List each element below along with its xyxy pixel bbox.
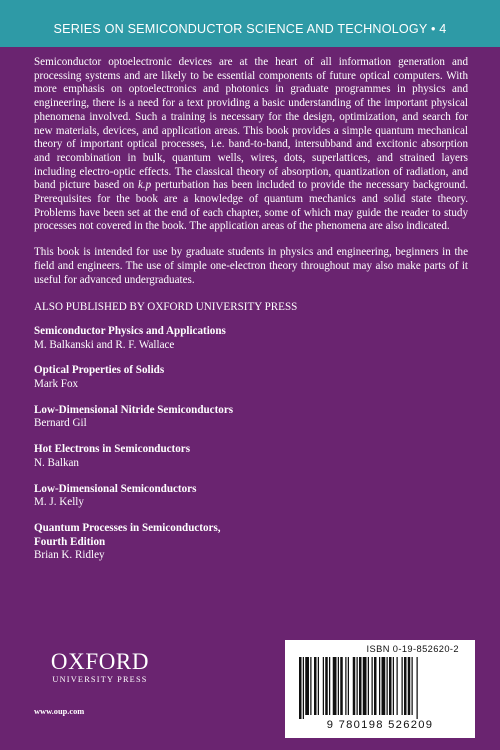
barcode-bar (299, 657, 302, 719)
book-entry (34, 522, 468, 563)
series-title: SERIES ON SEMICONDUCTOR SCIENCE AND TECHNOLOGY • 4 (53, 22, 447, 36)
barcode-bar (318, 657, 319, 715)
book-entry (34, 325, 468, 352)
barcode-bar (329, 657, 330, 715)
book-title: Low-Dimensional Nitride Semiconductors (34, 403, 234, 416)
back-cover-text (34, 56, 468, 575)
barcode-bar (417, 657, 418, 719)
barcode-bar (353, 657, 356, 715)
barcode-digits: 9 780198 526209 (326, 719, 434, 731)
book-title: Optical Properties of Solids (34, 364, 165, 377)
barcode-bar (382, 657, 386, 715)
barcode-bar (325, 657, 328, 715)
barcode-bar (314, 657, 317, 715)
book-entry (34, 443, 468, 470)
book-title: Quantum Processes in Semiconductors, (34, 521, 221, 534)
barcode-bar (340, 657, 343, 715)
description-paragraph-1: Semiconductor optoelectronic devices are at the heart of all information generation and processing systems and are likely to be essential components of future optical computers. With more emphasis on optoelectronics and photonics in graduate programmes in physics and engineering, there is a need for a text providing a basic understanding of the important physical phenomena involved. Such a training is necessary for the design, optimization, and search for new materials, devices, and application areas. This book provides a simple quantum mechanical theory of important optical processes, i.e. band-to-band, intersubband and excitonic absorption and recombination in bulk, quantum wells, wires, dots, superlattices, and strained layers including electro-optic effects. The classical theory of absorption, quantization of radiation, and band picture based on k.p perturbation has been included to provide the necessary background. Prerequisites for the book are a knowledge of quantum mechanics and solid state theory. Problems have been set at the end of each chapter, some of which may guide the reader to study processes not covered in the book. The application areas of the phenomena are also indicated. (34, 56, 468, 233)
barcode-bar (363, 657, 367, 715)
barcode-bar (374, 657, 377, 715)
barcode-bar (379, 657, 380, 715)
barcode-bar (305, 657, 309, 715)
book-author: Brian K. Ridley (34, 549, 105, 562)
book-author: Bernard Gil (34, 417, 87, 430)
barcode-bar (359, 657, 362, 715)
barcode-bar (338, 657, 339, 715)
barcode-bar (387, 657, 388, 715)
oxford-logo (50, 650, 150, 684)
also-published-heading: ALSO PUBLISHED BY OXFORD UNIVERSITY PRESS (34, 301, 298, 314)
barcode-bar (345, 657, 346, 715)
isbn-barcode-box (285, 640, 475, 738)
book-subtitle: Fourth Edition (34, 535, 106, 548)
barcode-bar (368, 657, 369, 715)
book-author: M. Balkanski and R. F. Wallace (34, 338, 175, 351)
barcode-bar (412, 657, 413, 715)
barcode-bar (372, 657, 373, 715)
book-entry (34, 483, 468, 510)
description-paragraph-2: This book is intended for use by graduate students in physics and engineering, beginners in the field and engineers. The use of simple one-electron theory throughout may also make parts of it useful for advanced undergraduates. (34, 246, 468, 286)
barcode-bar (357, 657, 358, 715)
book-entry (34, 404, 468, 431)
barcode-bar (404, 657, 407, 715)
barcode-graphic (299, 657, 461, 719)
barcode-bar (397, 657, 398, 715)
book-author: N. Balkan (34, 456, 79, 469)
barcode-bar (393, 657, 394, 715)
barcode-bar (348, 657, 349, 715)
barcode-bar (333, 657, 337, 715)
oxford-logo-press: UNIVERSITY PRESS (52, 675, 148, 684)
publisher-website: www.oup.com (34, 707, 85, 716)
barcode-bar (303, 657, 304, 719)
barcode-bar (310, 657, 311, 715)
book-author: Mark Fox (34, 378, 79, 391)
barcode-bar (323, 657, 324, 715)
book-title: Hot Electrons in Semiconductors (34, 443, 191, 456)
oxford-logo-word: OXFORD (50, 649, 150, 674)
book-title: Semiconductor Physics and Applications (34, 324, 226, 337)
isbn-label: ISBN 0-19-852620-2 (366, 644, 459, 654)
barcode-bar (402, 657, 403, 715)
barcode-bar (389, 657, 392, 715)
barcode-bar (408, 657, 411, 715)
book-author: M. J. Kelly (34, 496, 84, 509)
book-entry (34, 364, 468, 391)
book-title: Low-Dimensional Semiconductors (34, 482, 197, 495)
kp-term: k.p (137, 179, 152, 192)
